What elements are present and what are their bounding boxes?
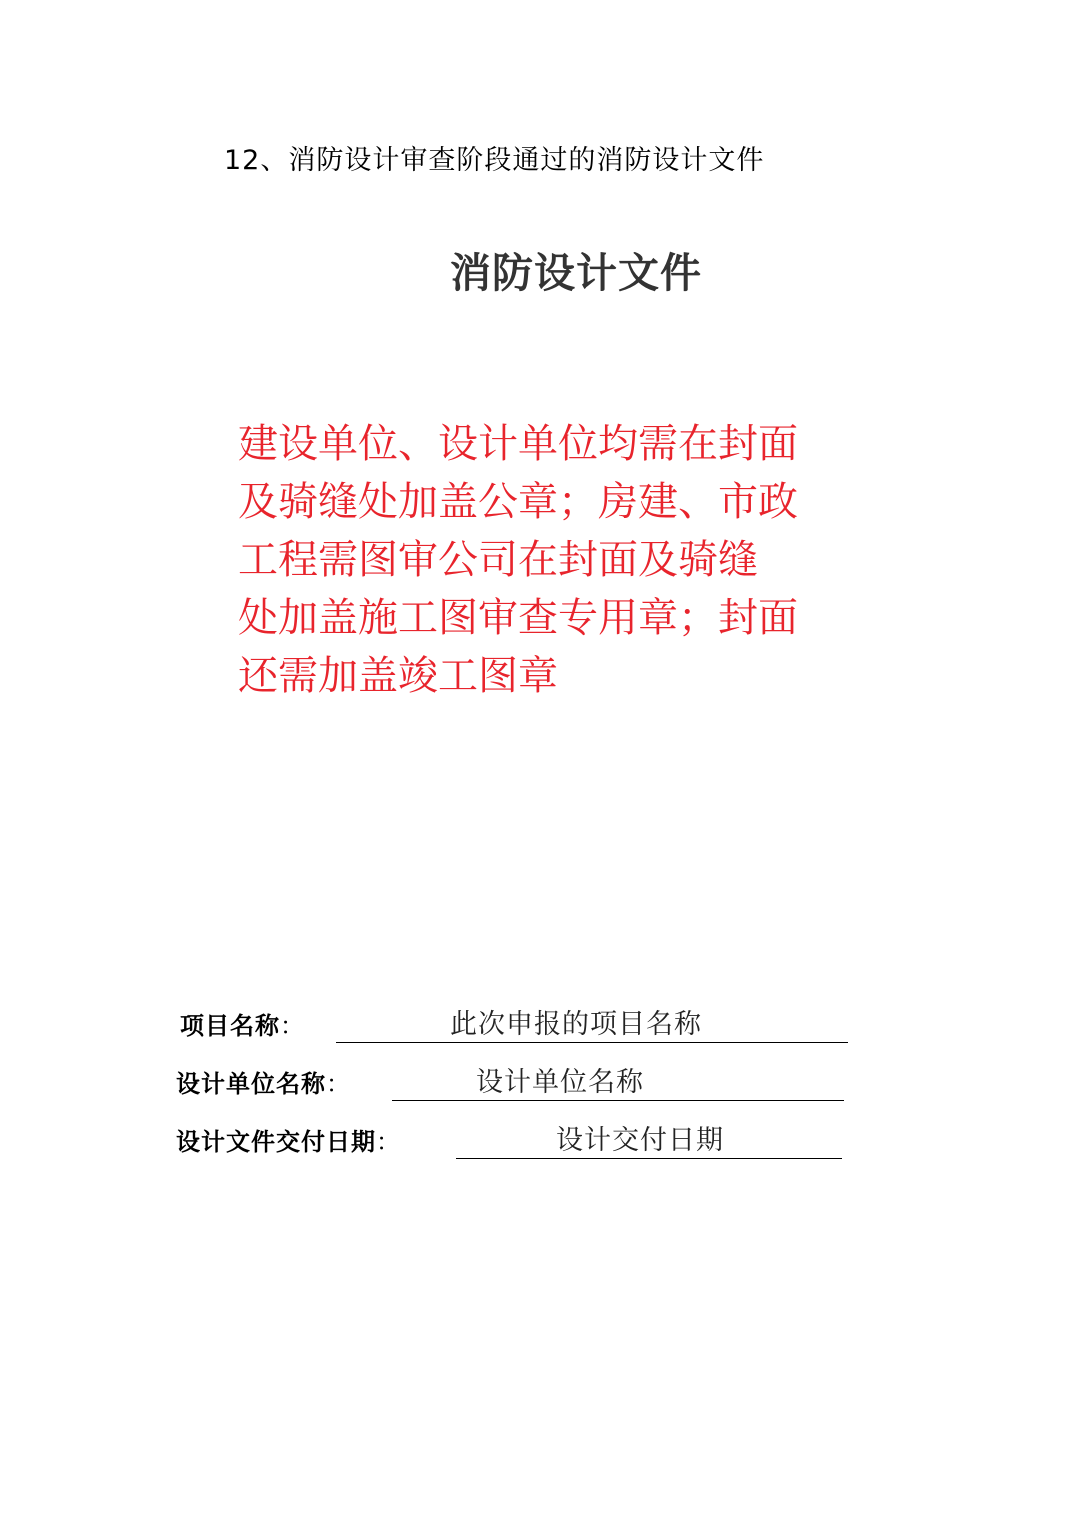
section-heading: 12、消防设计审查阶段通过的消防设计文件 bbox=[224, 145, 765, 176]
design-unit-label: 设计单位名称： bbox=[176, 1070, 351, 1098]
notice-line: 还需加盖竣工图章 bbox=[238, 653, 558, 699]
project-name-field bbox=[180, 1006, 850, 1046]
stamp-requirement-notice bbox=[238, 415, 868, 705]
notice-line: 建设单位、设计单位均需在封面 bbox=[238, 421, 798, 467]
notice-line: 处加盖施工图审查专用章；封面 bbox=[238, 595, 798, 641]
delivery-date-label: 设计文件交付日期： bbox=[176, 1128, 401, 1156]
notice-line: 及骑缝处加盖公章；房建、市政 bbox=[238, 479, 798, 525]
delivery-date-value: 设计交付日期 bbox=[556, 1125, 724, 1156]
project-name-label: 项目名称： bbox=[180, 1012, 305, 1040]
delivery-date-field bbox=[176, 1122, 846, 1162]
design-unit-underline bbox=[392, 1066, 844, 1101]
project-name-value: 此次申报的项目名称 bbox=[450, 1009, 702, 1040]
project-name-underline bbox=[336, 1008, 848, 1043]
notice-line: 工程需图审公司在封面及骑缝 bbox=[238, 537, 758, 583]
design-unit-field bbox=[176, 1064, 846, 1104]
document-title: 消防设计文件 bbox=[450, 249, 702, 297]
delivery-date-underline bbox=[456, 1124, 842, 1159]
design-unit-value: 设计单位名称 bbox=[476, 1067, 644, 1098]
